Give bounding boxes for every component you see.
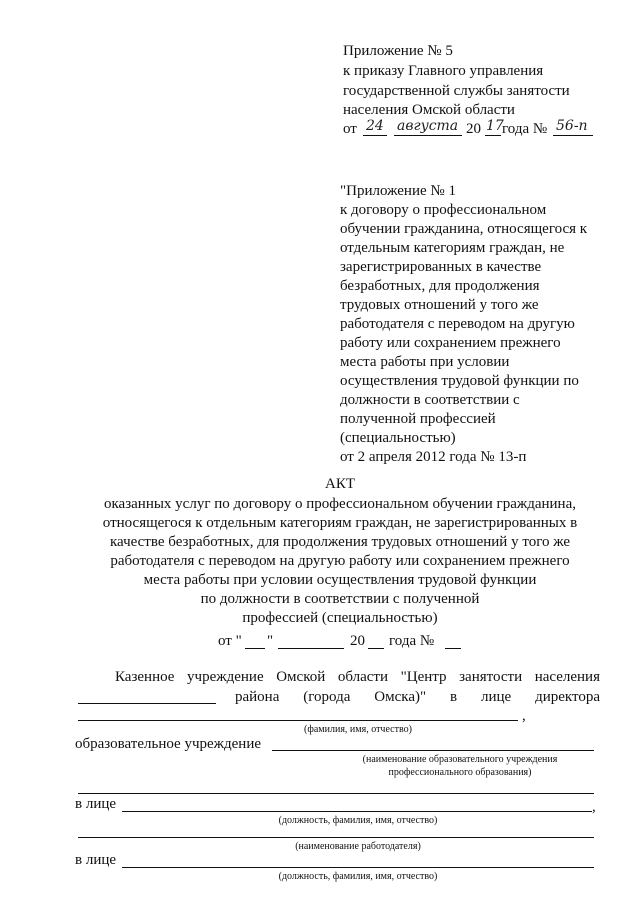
act-subtitle-line: качестве безработных, для продолжения трудовых отношений у того же	[109, 534, 571, 550]
caption-edu-1: (наименование образовательного учреждения	[362, 754, 558, 765]
year-underline	[485, 135, 501, 136]
comma-2: ,	[592, 799, 596, 815]
appendix1-line: обучении гражданина, относящегося к	[340, 221, 588, 237]
act-subtitle-line: работодателя с переводом на другую работу или сохранением прежнего	[110, 553, 570, 569]
appendix1-line: безработных, для продолжения	[340, 278, 540, 294]
act-subtitle-line: профессией (специальностью)	[242, 610, 438, 626]
act-year-field[interactable]	[368, 648, 384, 649]
appendix5-year-word: года №	[502, 121, 548, 137]
appendix1-line: места работы при условии	[340, 354, 510, 370]
act-number-field[interactable]	[445, 648, 461, 649]
appendix1-line: полученной профессией	[340, 411, 496, 427]
v-litse-label: в лице	[75, 796, 117, 812]
appendix5-line-2: к приказу Главного управления	[343, 63, 544, 79]
act-date-from: от "	[218, 633, 242, 649]
act-subtitle-line: относящегося к отдельным категориям граждан, не зарегистрированных в	[102, 515, 578, 531]
edu-label: образовательное учреждение	[75, 736, 262, 752]
appendix1-line: должности в соответствии с	[340, 392, 520, 408]
act-date-quote-close: "	[267, 633, 274, 649]
appendix1-line: осуществления трудовой функции по	[340, 373, 579, 389]
caption-position-fio: (должность, фамилия, имя, отчество)	[278, 815, 438, 826]
appendix5-line-3: государственной службы занятости	[343, 83, 570, 99]
appendix5-year-prefix: 20	[466, 121, 481, 137]
appendix1-line: от 2 апреля 2012 года № 13-п	[340, 449, 527, 465]
caption-fio: (фамилия, имя, отчество)	[304, 724, 412, 735]
comma: ,	[522, 708, 526, 724]
edu-rep-field[interactable]	[122, 811, 592, 812]
appendix5-line-4: населения Омской области	[343, 102, 515, 118]
body-para-line-2: района (города Омска)" в лице директора	[235, 689, 600, 705]
act-month-field[interactable]	[278, 648, 344, 649]
appendix5-line-1: Приложение № 5	[343, 43, 453, 59]
month-underline	[394, 135, 462, 136]
act-day-field[interactable]	[245, 648, 265, 649]
employer-rep-field[interactable]	[122, 867, 594, 868]
act-subtitle-line: по должности в соответствии с полученной	[200, 591, 480, 607]
appendix1-line: зарегистрированных в качестве	[340, 259, 542, 275]
appendix5-date-prefix: от	[343, 121, 357, 137]
act-subtitle-line: места работы при условии осуществления трудовой функции	[143, 572, 537, 588]
day-underline	[363, 135, 387, 136]
appendix1-line: к договору о профессиональном	[340, 202, 547, 218]
appendix1-line: "Приложение № 1	[340, 183, 456, 199]
district-field[interactable]	[78, 703, 216, 704]
appendix1-line: (специальностью)	[340, 430, 456, 446]
act-date-year-word: года №	[389, 633, 435, 649]
caption-position-fio-2: (должность, фамилия, имя, отчество)	[278, 871, 438, 882]
act-title: АКТ	[325, 476, 355, 492]
edu-name-field[interactable]	[272, 750, 594, 751]
director-fio-field[interactable]	[78, 720, 518, 721]
appendix1-line: отдельным категориям граждан, не	[340, 240, 565, 256]
v-litse-label-2: в лице	[75, 852, 117, 868]
appendix1-line: трудовых отношений у того же	[340, 297, 539, 313]
handwritten-day: 24	[366, 118, 384, 134]
handwritten-year: 17	[486, 118, 504, 134]
body-para-line-1: Казенное учреждение Омской области "Центр занятости населения	[115, 669, 600, 685]
appendix1-line: работу или сохранением прежнего	[340, 335, 561, 351]
edu-name-field-2[interactable]	[78, 793, 594, 794]
employer-field[interactable]	[78, 837, 594, 838]
number-underline	[553, 135, 593, 136]
handwritten-month: августа	[397, 118, 459, 134]
caption-edu-2: профессионального образования)	[388, 767, 532, 778]
caption-employer: (наименование работодателя)	[295, 841, 421, 852]
appendix1-line: работодателя с переводом на другую	[340, 316, 575, 332]
handwritten-number: 56-п	[556, 118, 588, 134]
act-date-year: 20	[350, 633, 365, 649]
act-subtitle-line: оказанных услуг по договору о профессиональном обучении гражданина,	[104, 496, 576, 512]
